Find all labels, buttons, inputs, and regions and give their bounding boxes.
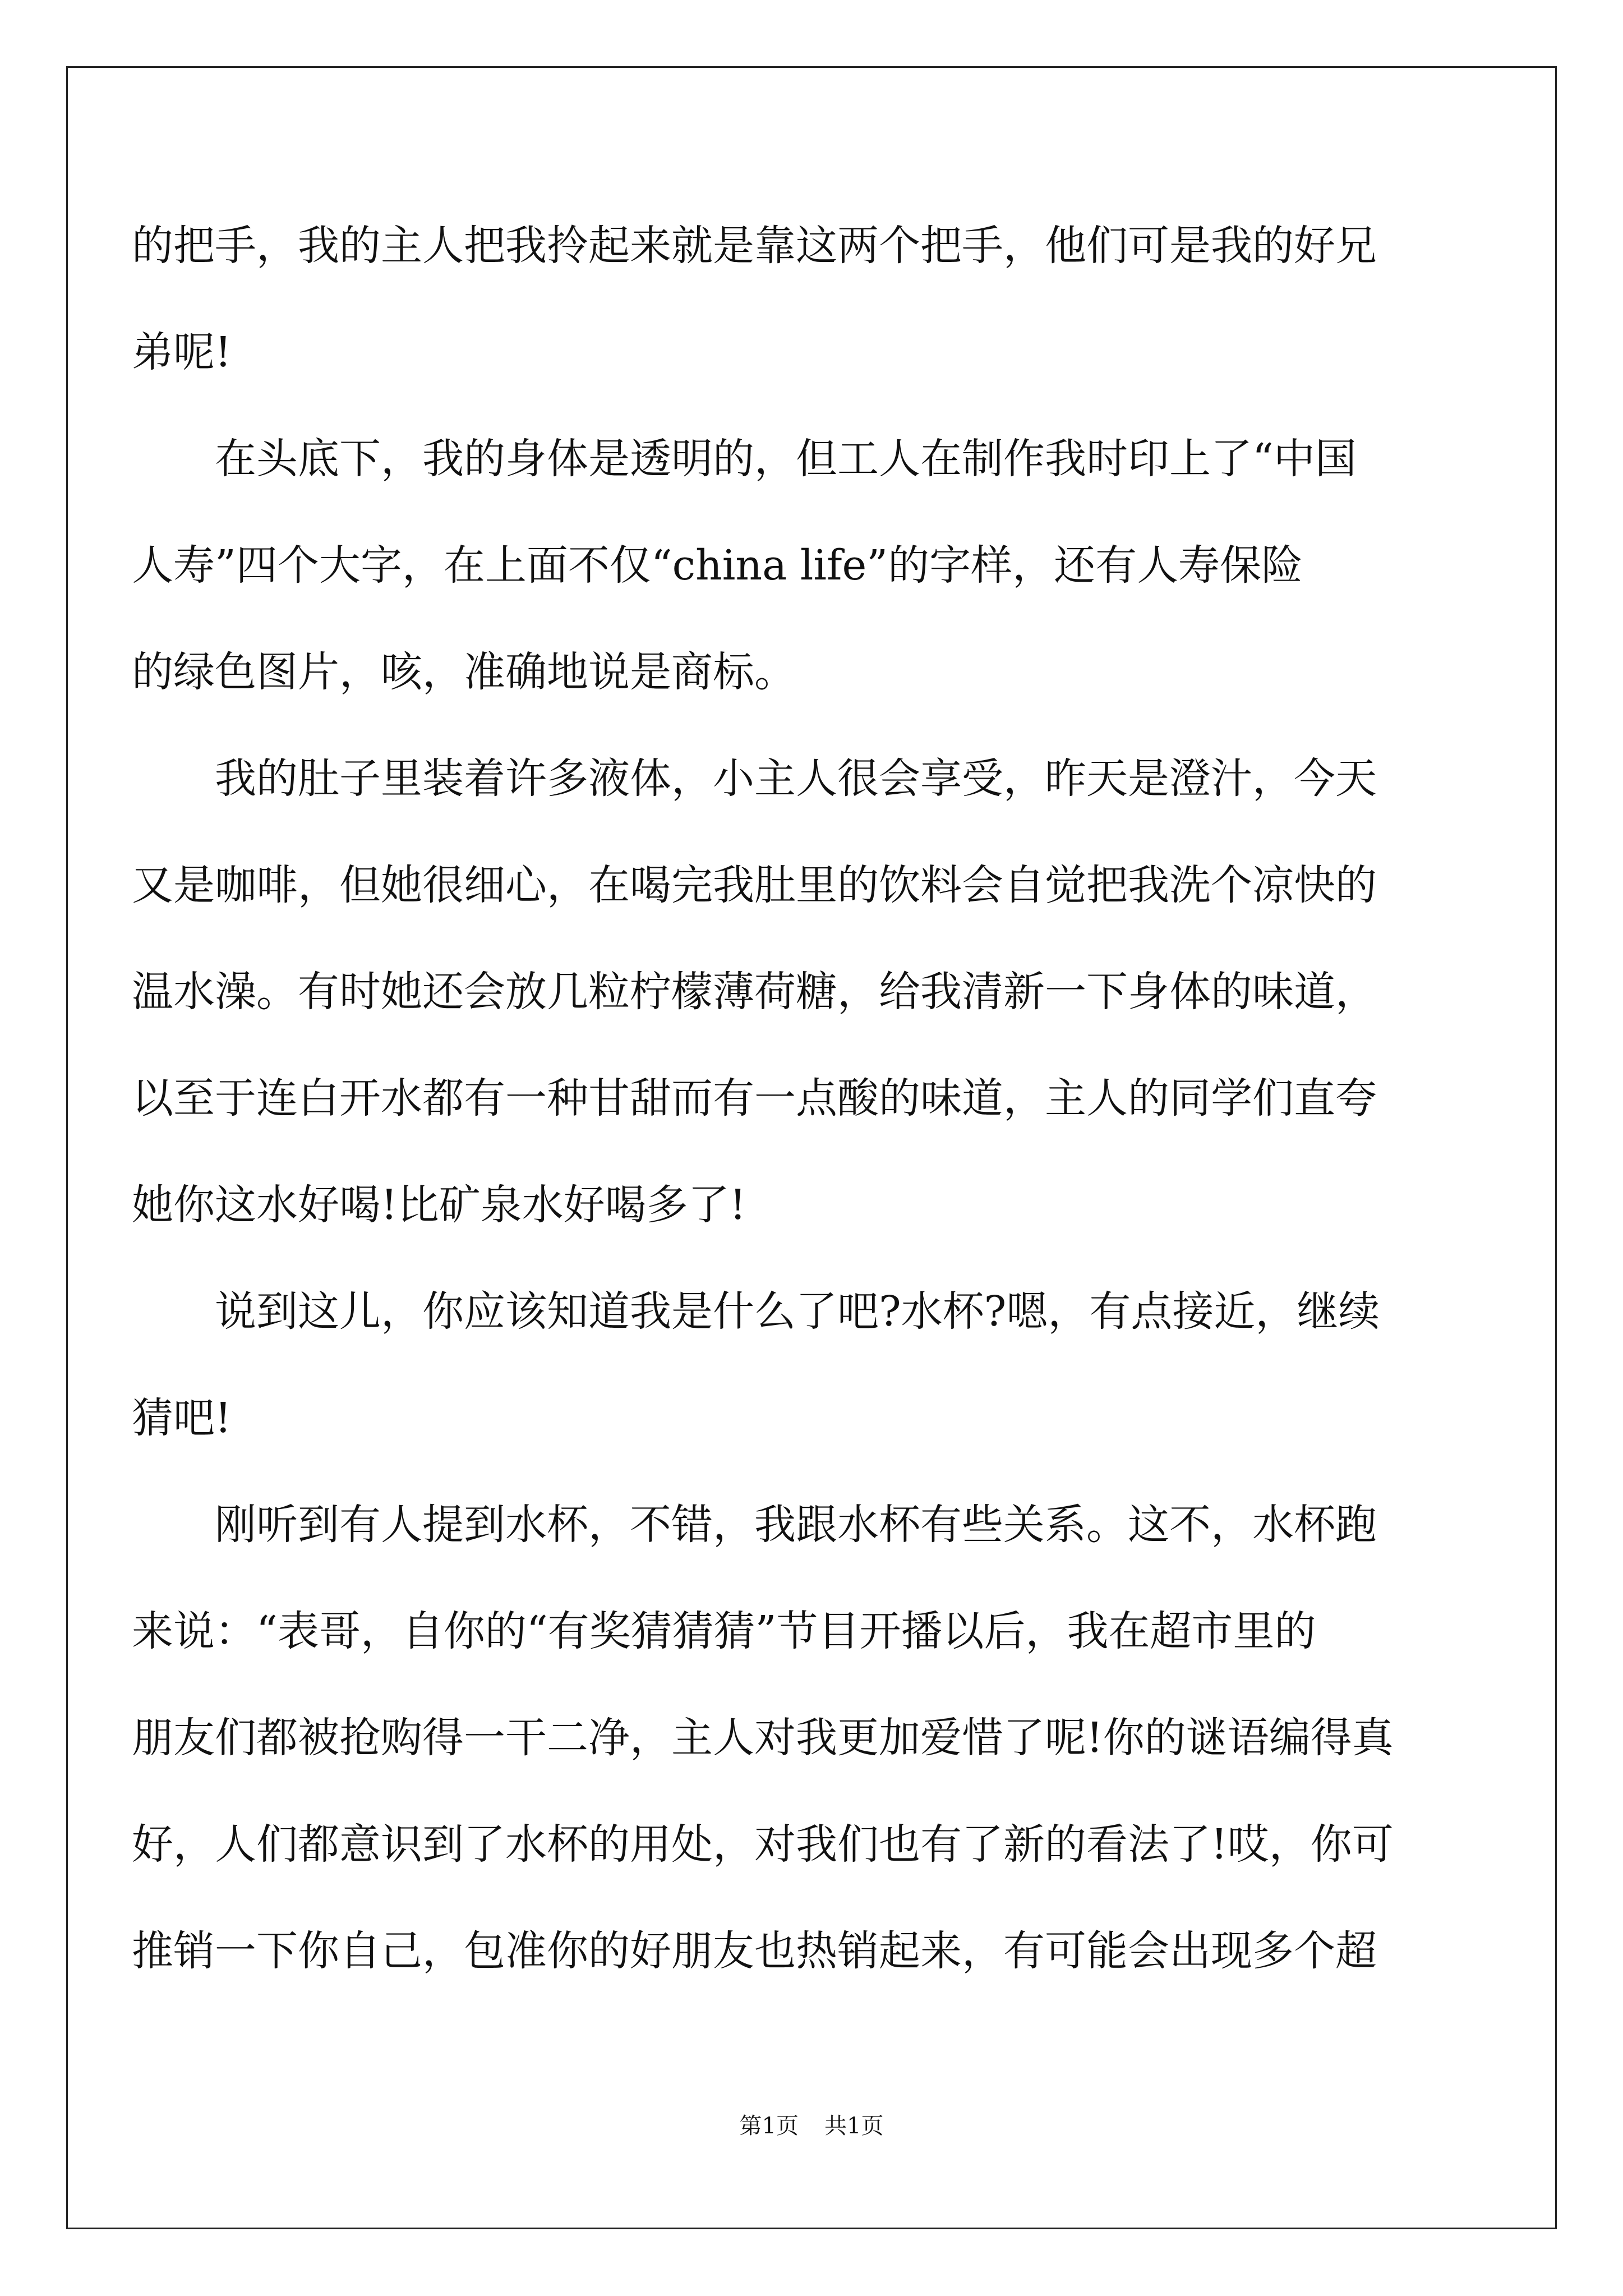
text-line: 以至于连白开水都有一种甘甜而有一点酸的味道，主人的同学们直夸 [132, 1074, 1377, 1122]
text-line: 的把手，我的主人把我拎起来就是靠这两个把手，他们可是我的好兄 [132, 222, 1377, 270]
text-line: 猜吧! [132, 1394, 232, 1442]
page-total: 共1页 [824, 2113, 884, 2139]
text-line: 又是咖啡，但她很细心，在喝完我肚里的饮料会自觉把我洗个凉快的 [132, 861, 1377, 909]
text-line: 刚听到有人提到水杯，不错，我跟水杯有些关系。这不，水杯跑 [215, 1501, 1377, 1549]
text-line: 她你这水好喝!比矿泉水好喝多了! [132, 1181, 746, 1229]
text-line: 在头底下，我的身体是透明的，但工人在制作我时印上了“中国 [215, 435, 1357, 483]
text-line: 说到这儿，你应该知道我是什么了吧?水杯?嗯，有点接近，继续 [215, 1287, 1380, 1336]
text-line: 弟呢! [132, 328, 232, 376]
text-line: 的绿色图片，咳，准确地说是商标。 [132, 648, 796, 696]
text-line: 推销一下你自己，包准你的好朋友也热销起来，有可能会出现多个超 [132, 1927, 1377, 1975]
page-footer [0, 2109, 1623, 2143]
text-line: 来说：“表哥，自你的“有奖猜猜猜”节目开播以后，我在超市里的 [132, 1607, 1316, 1655]
text-line: 我的肚子里装着许多液体，小主人很会享受，昨天是澄汁，今天 [215, 754, 1377, 803]
text-line: 人寿”四个大字，在上面不仅“china life”的字样，还有人寿保险 [132, 541, 1303, 590]
text-line: 好，人们都意识到了水杯的用处，对我们也有了新的看法了!哎，你可 [132, 1820, 1394, 1869]
page-border [66, 66, 1557, 2229]
page-number: 第1页 [739, 2113, 799, 2139]
text-line: 温水澡。有时她还会放几粒柠檬薄荷糖，给我清新一下身体的味道， [132, 968, 1377, 1016]
text-line: 朋友们都被抢购得一干二净，主人对我更加爱惜了呢!你的谜语编得真 [132, 1714, 1394, 1762]
